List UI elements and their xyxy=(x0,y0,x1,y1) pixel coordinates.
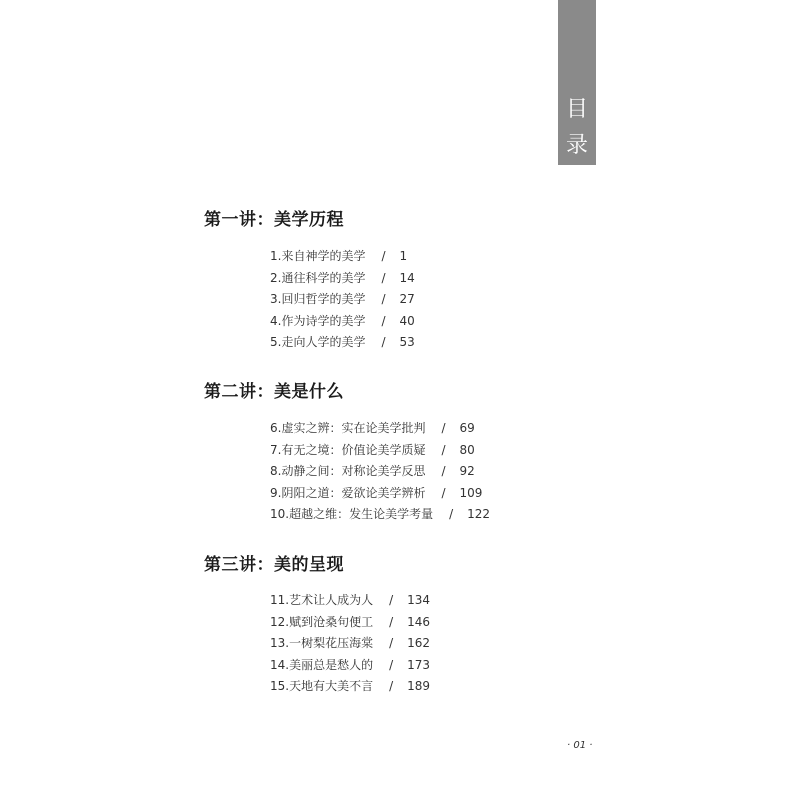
toc-separator: / xyxy=(381,313,386,328)
toc-entry-page: 146 xyxy=(407,614,431,629)
toc-entry-text: 4.作为诗学的美学 xyxy=(270,313,366,328)
toc-entry-text: 7.有无之境：价值论美学质疑 xyxy=(270,442,426,457)
toc-separator: / xyxy=(389,636,394,651)
toc-separator: / xyxy=(441,442,446,457)
toc-entry-page: 189 xyxy=(407,679,431,694)
toc-entry-text: 8.动静之间：对称论美学反思 xyxy=(270,464,426,479)
toc-separator: / xyxy=(381,270,386,285)
toc-entry[interactable] xyxy=(270,440,490,462)
toc-entry-page: 14 xyxy=(399,270,415,285)
toc-entry-page: 134 xyxy=(407,593,431,607)
toc-entry[interactable] xyxy=(270,504,490,526)
toc-title-tab xyxy=(558,0,596,165)
toc-entry-text: 1.来自神学的美学 xyxy=(270,249,366,263)
toc-entry[interactable] xyxy=(270,676,430,698)
toc-entry[interactable] xyxy=(270,332,415,354)
toc-entry-page: 40 xyxy=(399,313,415,328)
toc-separator: / xyxy=(389,593,394,607)
toc-separator: / xyxy=(381,249,386,263)
toc-entry-text: 3.回归哲学的美学 xyxy=(270,292,366,307)
toc-entry[interactable] xyxy=(270,246,415,268)
toc-entry-text: 11.艺术让人成为人 xyxy=(270,593,374,607)
toc-separator: / xyxy=(381,292,386,307)
toc-entry-text: 13.一树梨花压海棠 xyxy=(270,636,374,651)
toc-entry-page: 173 xyxy=(407,657,431,672)
toc-separator: / xyxy=(389,679,394,694)
toc-entry-page: 53 xyxy=(399,335,415,350)
toc-entry-page: 162 xyxy=(407,636,431,651)
toc-section-2 xyxy=(204,377,344,402)
toc-entry-page: 122 xyxy=(467,507,491,522)
toc-separator: / xyxy=(441,464,446,479)
toc-section-1 xyxy=(204,205,344,230)
section-title: 第三讲：美的呈现 xyxy=(204,555,344,575)
toc-entry-page: 1 xyxy=(399,249,408,263)
toc-entry-text: 9.阴阳之道：爱欲论美学辨析 xyxy=(270,485,426,500)
toc-separator: / xyxy=(381,335,386,350)
toc-entry-page: 27 xyxy=(399,292,415,307)
section-title: 第一讲：美学历程 xyxy=(204,210,344,230)
toc-entry-page: 80 xyxy=(459,442,475,457)
toc-entry-text: 5.走向人学的美学 xyxy=(270,335,366,350)
toc-entry-page: 92 xyxy=(459,464,475,479)
toc-entry-text: 12.赋到沧桑句便工 xyxy=(270,614,374,629)
toc-entry[interactable] xyxy=(270,590,430,612)
toc-entry[interactable] xyxy=(270,612,430,634)
toc-entry[interactable] xyxy=(270,268,415,290)
toc-separator: / xyxy=(441,485,446,500)
toc-entry[interactable] xyxy=(270,655,430,677)
toc-separator: / xyxy=(441,421,446,435)
toc-entry-page: 109 xyxy=(459,485,483,500)
toc-entry[interactable] xyxy=(270,418,490,440)
toc-entry-text: 2.通往科学的美学 xyxy=(270,270,366,285)
toc-entry-text: 6.虚实之辨：实在论美学批判 xyxy=(270,421,426,435)
page-number: · 01 · xyxy=(567,740,593,751)
toc-entry[interactable] xyxy=(270,633,430,655)
toc-section-3 xyxy=(204,550,344,575)
section-title: 第二讲：美是什么 xyxy=(204,382,344,402)
toc-entry-text: 14.美丽总是愁人的 xyxy=(270,657,374,672)
toc-entry[interactable] xyxy=(270,483,490,505)
toc-separator: / xyxy=(449,507,454,522)
toc-separator: / xyxy=(389,657,394,672)
toc-entry[interactable] xyxy=(270,461,490,483)
toc-entry[interactable] xyxy=(270,289,415,311)
toc-entry[interactable] xyxy=(270,311,415,333)
toc-entry-text: 15.天地有大美不言 xyxy=(270,679,374,694)
toc-entry-page: 69 xyxy=(459,421,475,435)
toc-title-char-2: 录 xyxy=(565,133,588,158)
toc-separator: / xyxy=(389,614,394,629)
toc-title-char-1: 目 xyxy=(565,97,588,122)
toc-entry-text: 10.超越之维：发生论美学考量 xyxy=(270,507,434,522)
